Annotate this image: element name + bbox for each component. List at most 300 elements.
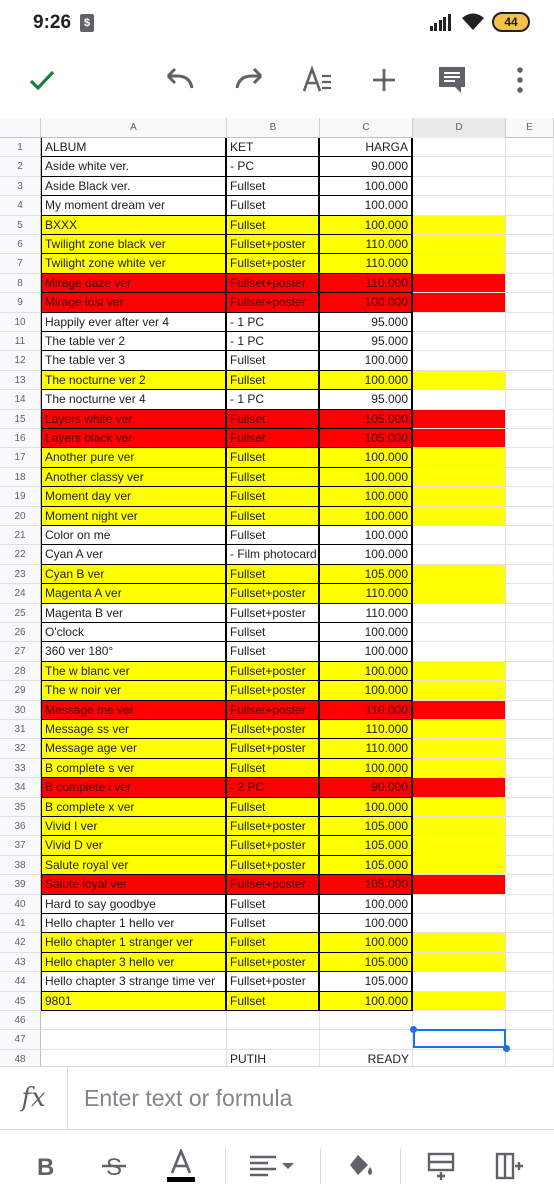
cell-d[interactable] bbox=[413, 1050, 506, 1066]
row-number[interactable]: 45 bbox=[0, 992, 41, 1011]
redo-button[interactable] bbox=[227, 58, 271, 102]
cell-harga[interactable]: 105.000 bbox=[320, 875, 413, 894]
column-header-c[interactable]: C bbox=[320, 118, 413, 138]
row-number[interactable]: 13 bbox=[0, 371, 41, 390]
cell-d[interactable] bbox=[413, 216, 506, 235]
cell-e[interactable] bbox=[506, 875, 554, 894]
cell-harga[interactable]: 110.000 bbox=[320, 235, 413, 254]
cell-ket[interactable]: - 1 PC bbox=[227, 390, 320, 409]
cell-e[interactable] bbox=[506, 1030, 554, 1049]
row-number[interactable]: 26 bbox=[0, 623, 41, 642]
cell-ket[interactable]: Fullset bbox=[227, 371, 320, 390]
cell-album[interactable]: B complete i ver bbox=[41, 778, 227, 797]
cell-d[interactable] bbox=[413, 1011, 506, 1030]
cell-d[interactable] bbox=[413, 293, 506, 312]
column-header-b[interactable]: B bbox=[227, 118, 320, 138]
cell-ket[interactable]: Fullset bbox=[227, 196, 320, 215]
cell-ket[interactable]: Fullset+poster bbox=[227, 836, 320, 855]
text-format-button[interactable] bbox=[295, 58, 339, 102]
cell-album[interactable]: Magenta B ver bbox=[41, 604, 227, 623]
cell-d[interactable] bbox=[413, 798, 506, 817]
cell-ket[interactable]: Fullset bbox=[227, 351, 320, 370]
cell-harga[interactable]: 100.000 bbox=[320, 914, 413, 933]
cell-d[interactable] bbox=[413, 662, 506, 681]
cell-d[interactable] bbox=[413, 332, 506, 351]
row-number[interactable]: 36 bbox=[0, 817, 41, 836]
cell-album[interactable]: B complete x ver bbox=[41, 798, 227, 817]
cell-harga[interactable]: HARGA bbox=[320, 138, 413, 157]
row-number[interactable]: 20 bbox=[0, 507, 41, 526]
cell-d[interactable] bbox=[413, 875, 506, 894]
cell-harga[interactable]: 110.000 bbox=[320, 584, 413, 603]
cell-album[interactable]: Message ss ver bbox=[41, 720, 227, 739]
cell-harga[interactable]: 110.000 bbox=[320, 720, 413, 739]
row-number[interactable]: 17 bbox=[0, 448, 41, 467]
cell-d[interactable] bbox=[413, 235, 506, 254]
cell-harga[interactable]: 100.000 bbox=[320, 662, 413, 681]
cell-d[interactable] bbox=[413, 914, 506, 933]
cell-harga[interactable]: 95.000 bbox=[320, 313, 413, 332]
cell-ket[interactable]: Fullset bbox=[227, 933, 320, 952]
cell-harga[interactable]: 100.000 bbox=[320, 933, 413, 952]
cell-album[interactable]: Hard to say goodbye bbox=[41, 895, 227, 914]
row-number[interactable]: 16 bbox=[0, 429, 41, 448]
cell-d[interactable] bbox=[413, 739, 506, 758]
cell-album[interactable]: The w noir ver bbox=[41, 681, 227, 700]
cell-ket[interactable]: Fullset+poster bbox=[227, 274, 320, 293]
cell-ket[interactable]: Fullset bbox=[227, 448, 320, 467]
cell-harga[interactable] bbox=[320, 1030, 413, 1049]
cell-album[interactable] bbox=[41, 1050, 227, 1066]
cell-d[interactable] bbox=[413, 720, 506, 739]
row-number[interactable]: 8 bbox=[0, 274, 41, 293]
cell-ket[interactable]: Fullset bbox=[227, 507, 320, 526]
cell-album[interactable]: Mirage lost ver bbox=[41, 293, 227, 312]
cell-ket[interactable]: - Film photocard bbox=[227, 545, 320, 564]
cell-album[interactable]: Salute royal ver bbox=[41, 856, 227, 875]
cell-ket[interactable]: Fullset bbox=[227, 177, 320, 196]
cell-e[interactable] bbox=[506, 662, 554, 681]
cell-harga[interactable]: 105.000 bbox=[320, 565, 413, 584]
cell-e[interactable] bbox=[506, 293, 554, 312]
cell-harga[interactable]: 100.000 bbox=[320, 895, 413, 914]
cell-harga[interactable]: 95.000 bbox=[320, 390, 413, 409]
cell-album[interactable] bbox=[41, 1030, 227, 1049]
cell-e[interactable] bbox=[506, 1050, 554, 1066]
cell-album[interactable]: My moment dream ver bbox=[41, 196, 227, 215]
cell-ket[interactable]: Fullset+poster bbox=[227, 720, 320, 739]
cell-harga[interactable]: 110.000 bbox=[320, 739, 413, 758]
cell-harga[interactable]: 100.000 bbox=[320, 992, 413, 1011]
row-number[interactable]: 33 bbox=[0, 759, 41, 778]
cell-e[interactable] bbox=[506, 739, 554, 758]
cell-album[interactable]: Aside Black ver. bbox=[41, 177, 227, 196]
cell-album[interactable]: Twilight zone white ver bbox=[41, 254, 227, 273]
formula-input[interactable] bbox=[84, 1081, 524, 1115]
row-number[interactable]: 28 bbox=[0, 662, 41, 681]
cell-ket[interactable]: Fullset+poster bbox=[227, 254, 320, 273]
cell-album[interactable]: Mirage daze ver bbox=[41, 274, 227, 293]
row-number[interactable]: 39 bbox=[0, 875, 41, 894]
cell-d[interactable] bbox=[413, 371, 506, 390]
cell-ket[interactable]: Fullset bbox=[227, 410, 320, 429]
cell-ket[interactable]: Fullset+poster bbox=[227, 875, 320, 894]
cell-ket[interactable]: Fullset+poster bbox=[227, 856, 320, 875]
cell-harga[interactable]: 105.000 bbox=[320, 817, 413, 836]
row-number[interactable]: 38 bbox=[0, 856, 41, 875]
cell-e[interactable] bbox=[506, 933, 554, 952]
cell-album[interactable]: Another classy ver bbox=[41, 468, 227, 487]
cell-album[interactable]: Salute loyal ver bbox=[41, 875, 227, 894]
cell-e[interactable] bbox=[506, 836, 554, 855]
cell-e[interactable] bbox=[506, 642, 554, 661]
cell-album[interactable]: The nocturne ver 4 bbox=[41, 390, 227, 409]
cell-album[interactable]: Cyan A ver bbox=[41, 545, 227, 564]
cell-harga[interactable]: 110.000 bbox=[320, 274, 413, 293]
cell-d[interactable] bbox=[413, 351, 506, 370]
fx-icon[interactable]: fx bbox=[0, 1067, 68, 1129]
cell-harga[interactable]: 100.000 bbox=[320, 623, 413, 642]
cell-harga[interactable]: 100.000 bbox=[320, 487, 413, 506]
cell-harga[interactable]: 110.000 bbox=[320, 254, 413, 273]
cell-album[interactable] bbox=[41, 1011, 227, 1030]
cell-d[interactable] bbox=[413, 545, 506, 564]
row-number[interactable]: 21 bbox=[0, 526, 41, 545]
cell-d[interactable] bbox=[413, 429, 506, 448]
cell-e[interactable] bbox=[506, 798, 554, 817]
align-button[interactable] bbox=[245, 1144, 299, 1188]
cell-album[interactable]: BXXX bbox=[41, 216, 227, 235]
cell-ket[interactable]: Fullset bbox=[227, 468, 320, 487]
cell-ket[interactable]: Fullset bbox=[227, 914, 320, 933]
cell-ket[interactable]: KET bbox=[227, 138, 320, 157]
cell-ket[interactable]: - PC bbox=[227, 157, 320, 176]
cell-ket[interactable]: Fullset bbox=[227, 895, 320, 914]
more-options-button[interactable] bbox=[498, 58, 542, 102]
cell-album[interactable]: 9801 bbox=[41, 992, 227, 1011]
cell-d[interactable] bbox=[413, 759, 506, 778]
cell-e[interactable] bbox=[506, 817, 554, 836]
row-number[interactable]: 9 bbox=[0, 293, 41, 312]
cell-harga[interactable]: 110.000 bbox=[320, 604, 413, 623]
row-number[interactable]: 46 bbox=[0, 1011, 41, 1030]
cell-e[interactable] bbox=[506, 138, 554, 157]
cell-e[interactable] bbox=[506, 448, 554, 467]
cell-e[interactable] bbox=[506, 972, 554, 991]
cell-ket[interactable]: Fullset+poster bbox=[227, 953, 320, 972]
row-number[interactable]: 27 bbox=[0, 642, 41, 661]
cell-d[interactable] bbox=[413, 895, 506, 914]
cell-ket[interactable]: Fullset+poster bbox=[227, 235, 320, 254]
cell-album[interactable]: Moment day ver bbox=[41, 487, 227, 506]
cell-d[interactable] bbox=[413, 836, 506, 855]
cell-album[interactable]: Another pure ver bbox=[41, 448, 227, 467]
cell-e[interactable] bbox=[506, 196, 554, 215]
cell-harga[interactable]: 100.000 bbox=[320, 216, 413, 235]
selected-cell[interactable] bbox=[413, 1029, 506, 1048]
cell-harga[interactable]: 110.000 bbox=[320, 701, 413, 720]
comment-button[interactable] bbox=[430, 58, 474, 102]
row-number[interactable]: 6 bbox=[0, 235, 41, 254]
cell-e[interactable] bbox=[506, 1011, 554, 1030]
cell-e[interactable] bbox=[506, 545, 554, 564]
cell-ket[interactable]: Fullset+poster bbox=[227, 293, 320, 312]
cell-d[interactable] bbox=[413, 254, 506, 273]
column-header-d[interactable]: D bbox=[413, 118, 506, 138]
row-number[interactable]: 32 bbox=[0, 739, 41, 758]
cell-e[interactable] bbox=[506, 759, 554, 778]
row-number[interactable]: 47 bbox=[0, 1030, 41, 1049]
row-number[interactable]: 7 bbox=[0, 254, 41, 273]
cell-album[interactable]: Vivid D ver bbox=[41, 836, 227, 855]
cell-ket[interactable]: - 1 PC bbox=[227, 332, 320, 351]
row-number[interactable]: 18 bbox=[0, 468, 41, 487]
cell-d[interactable] bbox=[413, 972, 506, 991]
cell-d[interactable] bbox=[413, 701, 506, 720]
cell-harga[interactable]: 100.000 bbox=[320, 196, 413, 215]
cell-harga[interactable]: 100.000 bbox=[320, 642, 413, 661]
cell-ket[interactable]: Fullset bbox=[227, 526, 320, 545]
selection-handle-bottom[interactable] bbox=[503, 1045, 510, 1052]
cell-ket[interactable]: Fullset bbox=[227, 992, 320, 1011]
cell-e[interactable] bbox=[506, 410, 554, 429]
undo-button[interactable] bbox=[158, 58, 202, 102]
cell-d[interactable] bbox=[413, 604, 506, 623]
cell-harga[interactable]: 100.000 bbox=[320, 448, 413, 467]
cell-e[interactable] bbox=[506, 895, 554, 914]
cell-e[interactable] bbox=[506, 856, 554, 875]
cell-harga[interactable]: 105.000 bbox=[320, 429, 413, 448]
row-number[interactable]: 22 bbox=[0, 545, 41, 564]
cell-d[interactable] bbox=[413, 390, 506, 409]
cell-d[interactable] bbox=[413, 778, 506, 797]
cell-album[interactable]: B complete s ver bbox=[41, 759, 227, 778]
corner-cell[interactable] bbox=[0, 118, 41, 138]
cell-album[interactable]: The w blanc ver bbox=[41, 662, 227, 681]
cell-e[interactable] bbox=[506, 351, 554, 370]
cell-album[interactable]: Cyan B ver bbox=[41, 565, 227, 584]
column-header-a[interactable]: A bbox=[41, 118, 227, 138]
cell-d[interactable] bbox=[413, 138, 506, 157]
cell-album[interactable]: The nocturne ver 2 bbox=[41, 371, 227, 390]
selection-handle-top[interactable] bbox=[410, 1026, 417, 1033]
cell-album[interactable]: Hello chapter 1 stranger ver bbox=[41, 933, 227, 952]
cell-ket[interactable]: Fullset bbox=[227, 565, 320, 584]
cell-album[interactable]: Happily ever after ver 4 bbox=[41, 313, 227, 332]
cell-e[interactable] bbox=[506, 468, 554, 487]
row-number[interactable]: 34 bbox=[0, 778, 41, 797]
cell-e[interactable] bbox=[506, 778, 554, 797]
cell-e[interactable] bbox=[506, 177, 554, 196]
cell-e[interactable] bbox=[506, 371, 554, 390]
row-number[interactable]: 15 bbox=[0, 410, 41, 429]
cell-harga[interactable]: 105.000 bbox=[320, 856, 413, 875]
cell-album[interactable]: Message age ver bbox=[41, 739, 227, 758]
cell-ket[interactable]: Fullset+poster bbox=[227, 604, 320, 623]
cell-harga[interactable] bbox=[320, 1011, 413, 1030]
cell-e[interactable] bbox=[506, 313, 554, 332]
row-number[interactable]: 23 bbox=[0, 565, 41, 584]
cell-album[interactable]: Hello chapter 1 hello ver bbox=[41, 914, 227, 933]
cell-album[interactable]: Magenta A ver bbox=[41, 584, 227, 603]
row-number[interactable]: 1 bbox=[0, 138, 41, 157]
cell-album[interactable]: Layers white ver bbox=[41, 410, 227, 429]
row-number[interactable]: 43 bbox=[0, 953, 41, 972]
row-number[interactable]: 37 bbox=[0, 836, 41, 855]
cell-harga[interactable]: 100.000 bbox=[320, 468, 413, 487]
cell-d[interactable] bbox=[413, 526, 506, 545]
strikethrough-button[interactable] bbox=[94, 1144, 134, 1188]
cell-harga[interactable]: 100.000 bbox=[320, 798, 413, 817]
cell-harga[interactable]: 90.000 bbox=[320, 778, 413, 797]
row-number[interactable]: 29 bbox=[0, 681, 41, 700]
cell-e[interactable] bbox=[506, 235, 554, 254]
row-number[interactable]: 41 bbox=[0, 914, 41, 933]
cell-harga[interactable]: 105.000 bbox=[320, 972, 413, 991]
row-number[interactable]: 25 bbox=[0, 604, 41, 623]
insert-column-button[interactable] bbox=[488, 1144, 530, 1188]
cell-e[interactable] bbox=[506, 254, 554, 273]
cell-e[interactable] bbox=[506, 332, 554, 351]
cell-harga[interactable]: 95.000 bbox=[320, 332, 413, 351]
row-number[interactable]: 11 bbox=[0, 332, 41, 351]
cell-d[interactable] bbox=[413, 196, 506, 215]
cell-ket[interactable]: PUTIH bbox=[227, 1050, 320, 1066]
cell-ket[interactable]: - 1 PC bbox=[227, 313, 320, 332]
cell-harga[interactable]: READY bbox=[320, 1050, 413, 1066]
cell-d[interactable] bbox=[413, 157, 506, 176]
insert-button[interactable] bbox=[362, 58, 406, 102]
cell-d[interactable] bbox=[413, 274, 506, 293]
cell-ket[interactable]: Fullset bbox=[227, 798, 320, 817]
cell-e[interactable] bbox=[506, 623, 554, 642]
cell-d[interactable] bbox=[413, 313, 506, 332]
row-number[interactable]: 42 bbox=[0, 933, 41, 952]
cell-e[interactable] bbox=[506, 720, 554, 739]
cell-d[interactable] bbox=[413, 623, 506, 642]
row-number[interactable]: 31 bbox=[0, 720, 41, 739]
insert-row-button[interactable] bbox=[420, 1144, 462, 1188]
done-button[interactable] bbox=[20, 58, 64, 102]
cell-d[interactable] bbox=[413, 992, 506, 1011]
cell-album[interactable]: Color on me bbox=[41, 526, 227, 545]
cell-harga[interactable]: 100.000 bbox=[320, 545, 413, 564]
cell-d[interactable] bbox=[413, 468, 506, 487]
cell-e[interactable] bbox=[506, 274, 554, 293]
cell-d[interactable] bbox=[413, 817, 506, 836]
cell-album[interactable]: Layers black ver bbox=[41, 429, 227, 448]
cell-d[interactable] bbox=[413, 410, 506, 429]
cell-ket[interactable]: Fullset+poster bbox=[227, 701, 320, 720]
cell-e[interactable] bbox=[506, 914, 554, 933]
row-number[interactable]: 19 bbox=[0, 487, 41, 506]
cell-ket[interactable]: Fullset bbox=[227, 487, 320, 506]
cell-ket[interactable]: Fullset+poster bbox=[227, 662, 320, 681]
cell-harga[interactable]: 100.000 bbox=[320, 177, 413, 196]
fill-color-button[interactable] bbox=[338, 1144, 382, 1188]
row-number[interactable]: 4 bbox=[0, 196, 41, 215]
cell-harga[interactable]: 90.000 bbox=[320, 157, 413, 176]
row-number[interactable]: 12 bbox=[0, 351, 41, 370]
cell-harga[interactable]: 100.000 bbox=[320, 507, 413, 526]
cell-ket[interactable]: Fullset bbox=[227, 216, 320, 235]
cell-harga[interactable]: 100.000 bbox=[320, 681, 413, 700]
cell-album[interactable]: Vivid I ver bbox=[41, 817, 227, 836]
cell-ket[interactable]: Fullset bbox=[227, 759, 320, 778]
cell-e[interactable] bbox=[506, 992, 554, 1011]
cell-d[interactable] bbox=[413, 642, 506, 661]
row-number[interactable]: 48 bbox=[0, 1050, 41, 1066]
cell-d[interactable] bbox=[413, 487, 506, 506]
cell-album[interactable]: Moment night ver bbox=[41, 507, 227, 526]
cell-e[interactable] bbox=[506, 390, 554, 409]
cell-ket[interactable]: Fullset bbox=[227, 642, 320, 661]
cell-e[interactable] bbox=[506, 565, 554, 584]
cell-d[interactable] bbox=[413, 565, 506, 584]
cell-ket[interactable]: Fullset+poster bbox=[227, 739, 320, 758]
cell-album[interactable]: Message me ver bbox=[41, 701, 227, 720]
cell-ket[interactable] bbox=[227, 1030, 320, 1049]
row-number[interactable]: 5 bbox=[0, 216, 41, 235]
cell-ket[interactable]: Fullset+poster bbox=[227, 681, 320, 700]
cell-e[interactable] bbox=[506, 157, 554, 176]
cell-d[interactable] bbox=[413, 953, 506, 972]
cell-harga[interactable]: 100.000 bbox=[320, 351, 413, 370]
cell-ket[interactable]: Fullset bbox=[227, 429, 320, 448]
cell-harga[interactable]: 100.000 bbox=[320, 759, 413, 778]
cell-ket[interactable]: Fullset+poster bbox=[227, 972, 320, 991]
spreadsheet-grid[interactable] bbox=[0, 118, 554, 1066]
row-number[interactable]: 24 bbox=[0, 584, 41, 603]
cell-d[interactable] bbox=[413, 448, 506, 467]
cell-d[interactable] bbox=[413, 856, 506, 875]
row-number[interactable]: 3 bbox=[0, 177, 41, 196]
cell-album[interactable]: ALBUM bbox=[41, 138, 227, 157]
cell-harga[interactable]: 105.000 bbox=[320, 410, 413, 429]
cell-ket[interactable]: Fullset+poster bbox=[227, 817, 320, 836]
cell-e[interactable] bbox=[506, 953, 554, 972]
cell-album[interactable]: O'clock bbox=[41, 623, 227, 642]
cell-d[interactable] bbox=[413, 507, 506, 526]
cell-e[interactable] bbox=[506, 701, 554, 720]
row-number[interactable]: 2 bbox=[0, 157, 41, 176]
cell-harga[interactable]: 100.000 bbox=[320, 371, 413, 390]
row-number[interactable]: 44 bbox=[0, 972, 41, 991]
cell-harga[interactable]: 100.000 bbox=[320, 293, 413, 312]
cell-e[interactable] bbox=[506, 507, 554, 526]
cell-d[interactable] bbox=[413, 933, 506, 952]
cell-album[interactable]: Hello chapter 3 strange time ver bbox=[41, 972, 227, 991]
cell-ket[interactable] bbox=[227, 1011, 320, 1030]
cell-d[interactable] bbox=[413, 681, 506, 700]
row-number[interactable]: 35 bbox=[0, 798, 41, 817]
cell-ket[interactable]: Fullset bbox=[227, 623, 320, 642]
row-number[interactable]: 40 bbox=[0, 895, 41, 914]
cell-e[interactable] bbox=[506, 681, 554, 700]
cell-album[interactable]: Aside white ver. bbox=[41, 157, 227, 176]
cell-ket[interactable]: - 2 PC bbox=[227, 778, 320, 797]
cell-album[interactable]: The table ver 2 bbox=[41, 332, 227, 351]
cell-d[interactable] bbox=[413, 177, 506, 196]
cell-album[interactable]: The table ver 3 bbox=[41, 351, 227, 370]
cell-album[interactable]: Twilight zone black ver bbox=[41, 235, 227, 254]
cell-album[interactable]: Hello chapter 3 hello ver bbox=[41, 953, 227, 972]
cell-e[interactable] bbox=[506, 487, 554, 506]
row-number[interactable]: 30 bbox=[0, 701, 41, 720]
cell-e[interactable] bbox=[506, 604, 554, 623]
cell-harga[interactable]: 105.000 bbox=[320, 836, 413, 855]
cell-album[interactable]: 360 ver 180° bbox=[41, 642, 227, 661]
